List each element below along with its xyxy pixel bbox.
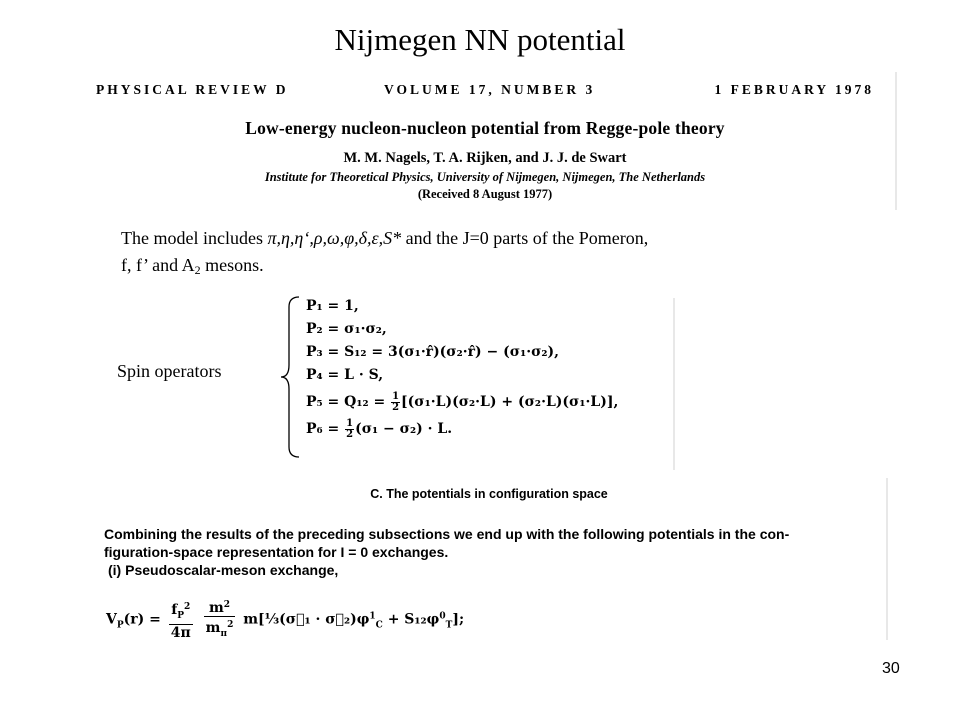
eq-f2-num-sup: 2 bbox=[223, 600, 231, 610]
eq-f1-num: f bbox=[171, 601, 178, 618]
scan-edge-operators bbox=[673, 298, 675, 470]
operator-p5-fraction bbox=[391, 392, 400, 413]
operator-p4 bbox=[306, 364, 383, 387]
operator-p6-fraction bbox=[345, 419, 354, 440]
paper-authors: M. M. Nagels, T. A. Rijken, and J. J. de Swart bbox=[343, 150, 627, 166]
operator-p6-frac-den: 2 bbox=[346, 428, 354, 440]
operator-p6-rhs: (σ₁ − σ₂) · L. bbox=[355, 421, 453, 437]
eq-f1-num-sub: P bbox=[177, 610, 185, 621]
spin-operators-label: Spin operators bbox=[117, 361, 222, 381]
operator-p5-rhs: [(σ₁·L)(σ₂·L) + (σ₂·L)(σ₁·L)], bbox=[401, 394, 619, 410]
eq-rhs-sub2: T bbox=[445, 620, 453, 631]
paper-institution: Institute for Theoretical Physics, University of Nijmegen, Nijmegen, The Netherlands bbox=[264, 170, 706, 184]
model-text-middle: and the J=0 parts of the Pomeron, bbox=[401, 228, 649, 248]
config-line-1: Combining the results of the preceding subsections we end up with the following potentials in the con- bbox=[104, 526, 790, 542]
eq-f2-num: m bbox=[208, 600, 224, 616]
eq-fraction-1 bbox=[169, 599, 193, 641]
eq-rhs-mid: + S₁₂φ bbox=[382, 611, 440, 628]
operator-p6 bbox=[306, 418, 452, 441]
operator-p4-lhs: P₄ = bbox=[306, 367, 345, 383]
a-meson-subscript: 2 bbox=[194, 263, 201, 277]
eq-fraction-2 bbox=[204, 597, 236, 642]
operator-p3-lhs: P₃ = bbox=[306, 344, 345, 360]
operator-p6-lhs: P₆ = bbox=[306, 421, 345, 437]
operator-p5-mid: Q₁₂ = bbox=[344, 394, 391, 410]
page-number: 30 bbox=[882, 660, 900, 677]
curly-brace-icon bbox=[279, 295, 301, 459]
operator-p2-lhs: P₂ = bbox=[306, 321, 345, 337]
eq-f1-num-sup: 2 bbox=[184, 601, 191, 612]
eq-rhs-end: ]; bbox=[452, 611, 465, 628]
eq-f2-den-wrap bbox=[204, 617, 236, 642]
model-text-line2-prefix: f, f’ and A bbox=[121, 255, 195, 275]
pseudoscalar-potential-equation bbox=[106, 597, 464, 642]
operator-p5 bbox=[306, 391, 618, 414]
eq-lhs-arg: (r) = bbox=[123, 611, 161, 628]
slide-title: Nijmegen NN potential bbox=[334, 22, 626, 57]
config-line-3: (i) Pseudoscalar-meson exchange, bbox=[108, 562, 339, 578]
eq-lhs-sub: P bbox=[116, 620, 124, 631]
operator-p5-lhs: P₅ = bbox=[306, 394, 345, 410]
config-space-paragraph bbox=[104, 525, 884, 579]
config-line-2: figuration-space representation for I = 0 exchanges. bbox=[104, 544, 449, 560]
model-description bbox=[121, 225, 861, 279]
eq-f2-den-sup: 2 bbox=[227, 620, 234, 630]
journal-date: 1 FEBRUARY 1978 bbox=[714, 82, 874, 97]
eq-rhs-sub1: C bbox=[375, 620, 383, 631]
paper-title: Low-energy nucleon-nucleon potential from Regge-pole theory bbox=[245, 118, 725, 138]
meson-list: π,η,η‘,ρ,ω,φ,δ,ε,S* bbox=[267, 228, 402, 248]
eq-f2-num-wrap bbox=[204, 597, 236, 617]
journal-name: PHYSICAL REVIEW D bbox=[96, 82, 289, 97]
eq-f2-den: m bbox=[205, 620, 221, 636]
eq-rhs-sup2: 0 bbox=[439, 611, 446, 622]
operator-p6-frac-num: 1 bbox=[346, 417, 354, 429]
model-text-prefix: The model includes bbox=[121, 228, 268, 248]
journal-volume: VOLUME 17, NUMBER 3 bbox=[384, 82, 596, 97]
eq-f1-den: 4π bbox=[170, 624, 191, 641]
scan-edge-config bbox=[886, 478, 888, 640]
paper-received-date: (Received 8 August 1977) bbox=[417, 187, 553, 201]
operator-p4-rhs: L · S, bbox=[344, 367, 384, 383]
eq-rhs-sup1: 1 bbox=[369, 611, 376, 622]
operator-p1 bbox=[306, 295, 359, 318]
eq-lhs: V bbox=[106, 611, 117, 628]
operator-p3 bbox=[306, 341, 559, 364]
eq-f2-den-sub: π bbox=[220, 629, 228, 639]
eq-f1-num-wrap bbox=[169, 599, 193, 625]
operator-p1-text: P₁ = 1, bbox=[306, 298, 359, 314]
operator-p2-rhs: σ₁·σ₂, bbox=[344, 321, 387, 337]
eq-rhs: m[⅓(σ⃗₁ · σ⃗₂)φ bbox=[243, 611, 370, 628]
operator-p3-rhs: S₁₂ = 3(σ₁·r̂)(σ₂·r̂) − (σ₁·σ₂), bbox=[344, 344, 560, 360]
scan-edge-header bbox=[895, 72, 897, 210]
operator-p5-frac-den: 2 bbox=[392, 401, 400, 413]
model-text-line2-suffix: mesons. bbox=[200, 255, 264, 275]
operator-p2 bbox=[306, 318, 387, 341]
operator-p5-frac-num: 1 bbox=[392, 390, 400, 402]
section-heading: C. The potentials in configuration space bbox=[370, 487, 608, 501]
